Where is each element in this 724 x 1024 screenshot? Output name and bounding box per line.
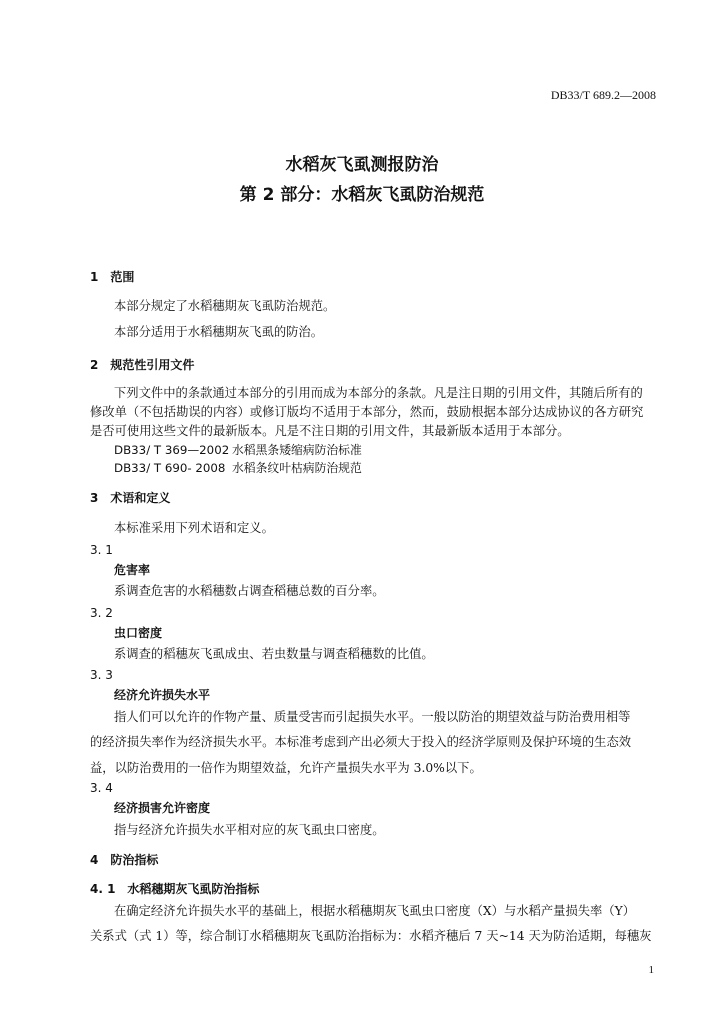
- term-definition: 指与经济允许损失水平相对应的灰飞虱虫口密度。: [114, 823, 385, 837]
- reference-item: [114, 441, 362, 458]
- term-name: 经济损害允许密度: [114, 801, 211, 815]
- term-definition-line-1: 指人们可以允许的作物产量、质量受害而引起损失水平。一般以防治的期望效益与防治费用相等: [114, 710, 631, 724]
- document-title: 水稻灰飞虱测报防治: [285, 155, 439, 175]
- term-definition: 系调查的稻穗灰飞虱成虫、若虫数量与调查稻穗数的比值。: [114, 647, 434, 661]
- reference-title: 水稻条纹叶枯病防治规范: [232, 461, 362, 475]
- section-4-heading: 4 防治指标: [90, 853, 159, 867]
- section-4-text-line-2: 关系式（式 1）等，综合制订水稻穗期灰飞虱防治指标为：水稻齐穗后 7 天~14 天为防治适期，每穗灰: [90, 929, 652, 943]
- term-number: 3. 4: [90, 781, 113, 795]
- reference-item: [114, 459, 362, 476]
- page-number: 1: [648, 964, 654, 976]
- reference-code: DB33/ T 690- 2008: [114, 461, 226, 475]
- section-2-text-line-1: 下列文件中的条款通过本部分的引用而成为本部分的条款。凡是注日期的引用文件，其随后所有的: [114, 386, 643, 400]
- term-name: 危害率: [114, 563, 151, 577]
- term-name: 经济允许损失水平: [114, 688, 211, 702]
- section-2-text-line-3: 是否可使用这些文件的最新版本。凡是不注日期的引用文件，其最新版本适用于本部分。: [90, 424, 570, 438]
- term-definition-line-3: 益，以防治费用的一倍作为期望效益，允许产量损失水平为 3.0%以下。: [90, 761, 482, 775]
- section-3-heading: 3 术语和定义: [90, 491, 171, 505]
- section-4-text-line-1: 在确定经济允许损失水平的基础上，根据水稻穗期灰飞虱虫口密度（X）与水稻产量损失率（Y）: [114, 904, 636, 918]
- section-1-heading: 1 范围: [90, 270, 135, 284]
- section-2-text-line-2: 修改单（不包括勘误的内容）或修订版均不适用于本部分，然而，鼓励根据本部分达成协议的各方研究: [90, 405, 644, 419]
- section-1-paragraph-1: 本部分规定了水稻穗期灰飞虱防治规范。: [114, 299, 336, 313]
- term-number: 3. 1: [90, 543, 113, 557]
- section-2-heading: 2 规范性引用文件: [90, 358, 195, 372]
- term-definition-line-2: 的经济损失率作为经济损失水平。本标准考虑到产出必须大于投入的经济学原则及保护环境的生态效: [90, 735, 632, 749]
- reference-code: DB33/ T 369—2002: [114, 443, 230, 457]
- section-3-intro: 本标准采用下列术语和定义。: [114, 521, 274, 535]
- subsection-4-1-heading: 4. 1 水稻穗期灰飞虱防治指标: [90, 882, 260, 896]
- section-1-paragraph-2: 本部分适用于水稻穗期灰飞虱的防治。: [114, 325, 324, 339]
- reference-title: 水稻黑条矮缩病防治标准: [232, 443, 362, 457]
- document-subtitle: 第 2 部分：水稻灰飞虱防治规范: [239, 185, 485, 205]
- term-definition: 系调查危害的水稻穗数占调查稻穗总数的百分率。: [114, 584, 385, 598]
- term-name: 虫口密度: [114, 626, 163, 640]
- standard-number: DB33/T 689.2—2008: [550, 88, 656, 102]
- term-number: 3. 3: [90, 668, 113, 682]
- term-number: 3. 2: [90, 606, 113, 620]
